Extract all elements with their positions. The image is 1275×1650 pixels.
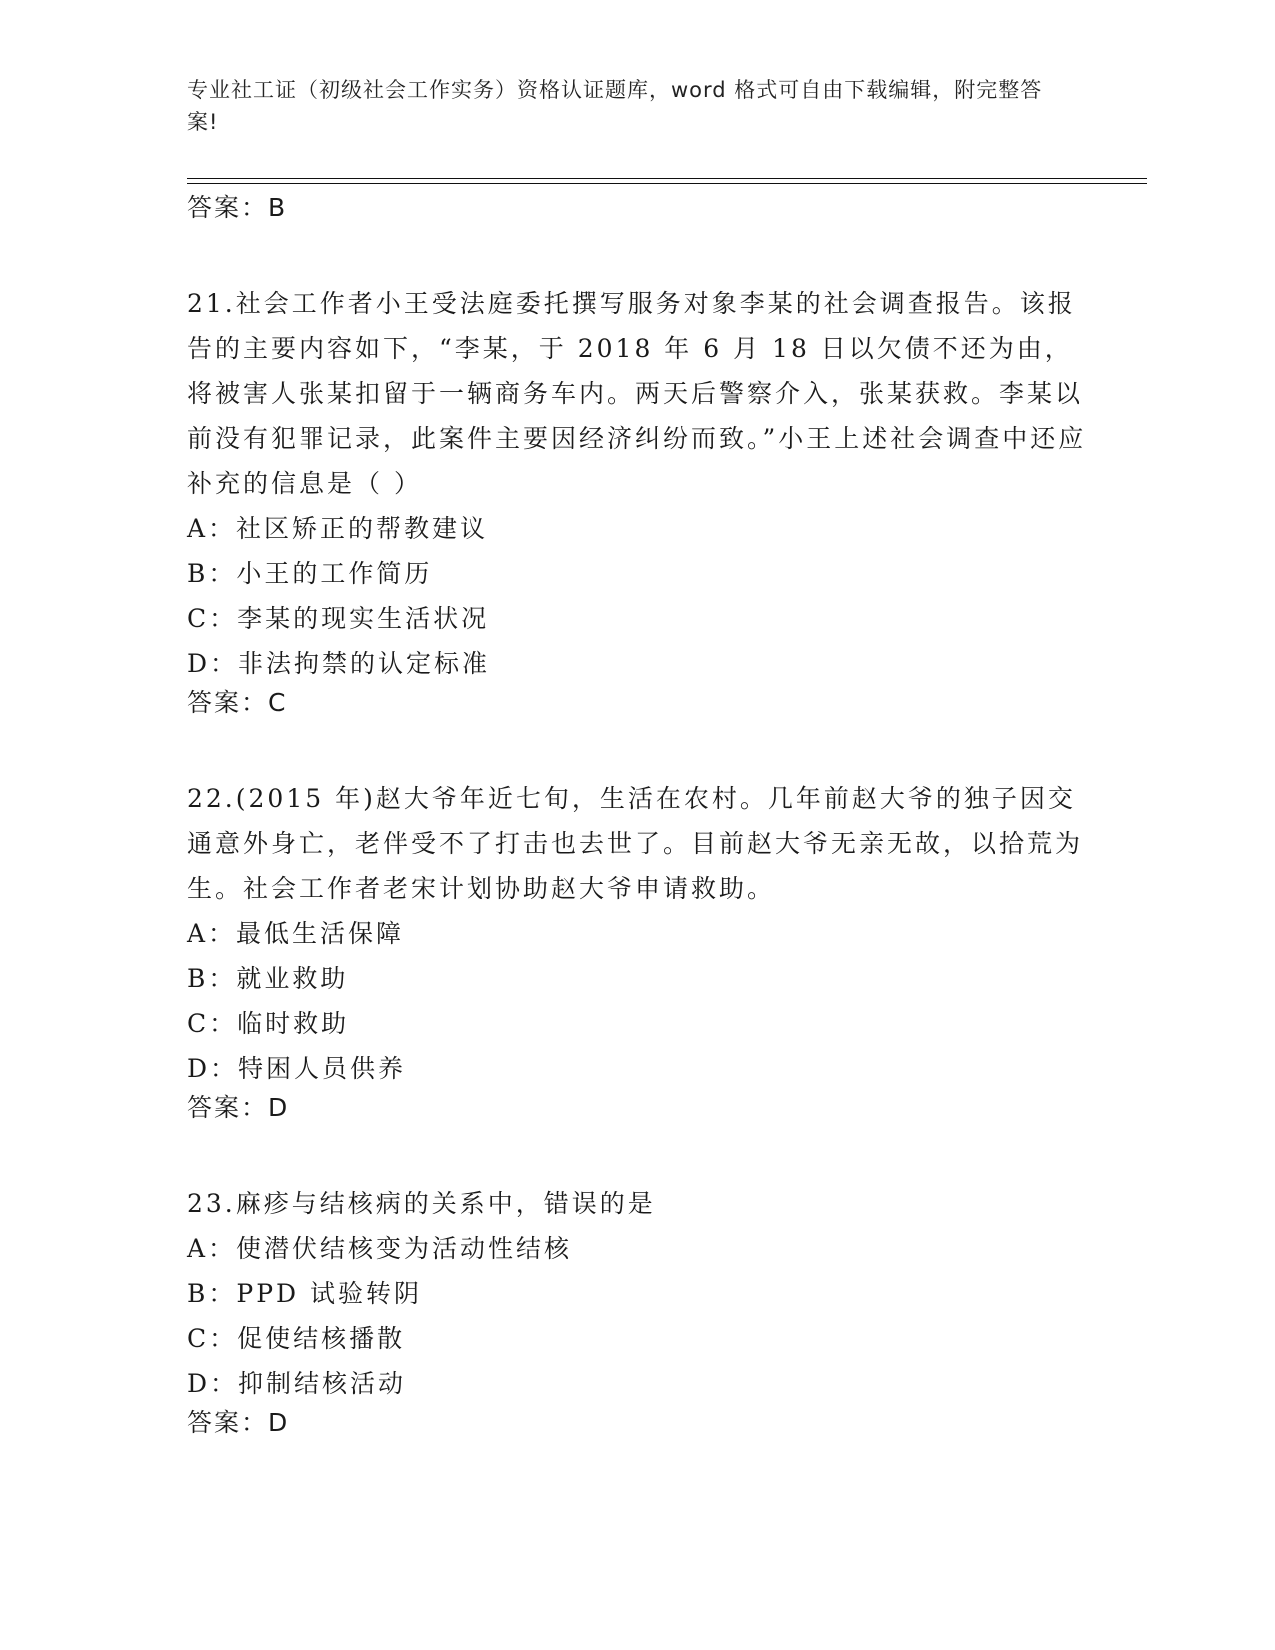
option-b: B：就业救助 — [187, 964, 349, 993]
page-header: 专业社工证（初级社会工作实务）资格认证题库，word 格式可自由下载编辑，附完整答案! — [187, 78, 1043, 134]
option-c: C：临时救助 — [187, 1009, 350, 1038]
header-divider-top — [187, 178, 1147, 179]
question-21 — [187, 281, 1087, 718]
option-b: B：小王的工作简历 — [187, 559, 433, 588]
option-a: A：使潜伏结核变为活动性结核 — [187, 1234, 573, 1263]
question-22 — [187, 776, 1087, 1123]
option-b: B：PPD 试验转阴 — [187, 1279, 423, 1308]
option-a: A：社区矫正的帮教建议 — [187, 514, 489, 543]
question-answer: 答案：D — [187, 1093, 290, 1122]
option-c: C：李某的现实生活状况 — [187, 604, 490, 633]
question-list — [187, 193, 1087, 1438]
option-d: D：特困人员供养 — [187, 1054, 407, 1083]
option-a: A：最低生活保障 — [187, 919, 405, 948]
option-c: C：促使结核播散 — [187, 1324, 406, 1353]
question-stem: 21.社会工作者小王受法庭委托撰写服务对象李某的社会调查报告。该报告的主要内容如下，“李某，于 2018 年 6 月 18 日以欠债不还为由，将被害人张某扣留于一辆商务车内。两天后警察介入，张某获救。李某以前没有犯罪记录，此案件主要因经济纠纷而致。”小王上述社会调查中还应补充的信息是（ ） — [187, 289, 1087, 498]
option-d: D：抑制结核活动 — [187, 1369, 407, 1398]
question-answer: 答案：D — [187, 1408, 290, 1437]
question-23 — [187, 1181, 1087, 1438]
question-answer: 答案：C — [187, 688, 288, 717]
option-d: D：非法拘禁的认定标准 — [187, 649, 491, 678]
header-divider-bottom — [187, 183, 1147, 184]
question-stem: 22.(2015 年)赵大爷年近七旬，生活在农村。几年前赵大爷的独子因交通意外身亡，老伴受不了打击也去世了。目前赵大爷无亲无故，以拾荒为生。社会工作者老宋计划协助赵大爷申请救助。 — [187, 784, 1084, 903]
question-stem: 23.麻疹与结核病的关系中，错误的是 — [187, 1189, 656, 1218]
previous-answer: 答案：B — [187, 193, 288, 222]
